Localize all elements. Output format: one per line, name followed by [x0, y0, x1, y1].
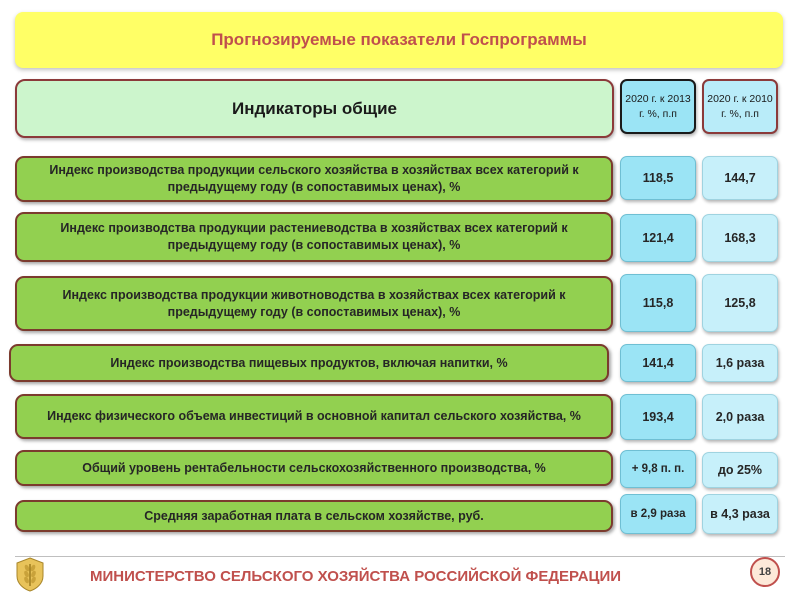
indicator-value-2010: 144,7: [702, 156, 778, 200]
footer-divider: [15, 556, 785, 557]
page-title: Прогнозируемые показатели Госпрограммы: [15, 12, 783, 68]
ministry-name: МИНИСТЕРСТВО СЕЛЬСКОГО ХОЗЯЙСТВА РОССИЙСКОЙ ФЕДЕРАЦИИ: [90, 567, 622, 585]
indicator-value-2013: в 2,9 раза: [620, 494, 696, 534]
wheat-emblem-icon: [14, 556, 46, 592]
indicator-value-2013: 141,4: [620, 344, 696, 382]
indicator-value-2010: 1,6 раза: [702, 344, 778, 382]
indicator-label: Индекс производства продукции животноводства в хозяйствах всех категорий к предыдущему году (в сопоставимых ценах), %: [15, 276, 613, 331]
indicator-label: Общий уровень рентабельности сельскохозяйственного производства, %: [15, 450, 613, 486]
indicator-value-2013: 121,4: [620, 214, 696, 262]
indicator-value-2013: 115,8: [620, 274, 696, 332]
indicator-label: Индекс производства пищевых продуктов, включая напитки, %: [9, 344, 609, 382]
page-number: 18: [750, 557, 780, 587]
indicator-value-2010: 168,3: [702, 214, 778, 262]
indicator-label: Средняя заработная плата в сельском хозяйстве, руб.: [15, 500, 613, 532]
indicator-value-2010: до 25%: [702, 452, 778, 488]
column-header-2010: 2020 г. к 2010 г. %, п.п: [702, 79, 778, 134]
indicator-value-2013: + 9,8 п. п.: [620, 450, 696, 488]
indicator-value-2010: 125,8: [702, 274, 778, 332]
indicator-value-2013: 118,5: [620, 156, 696, 200]
indicator-label: Индекс производства продукции сельского хозяйства в хозяйствах всех категорий к предыдущему году (в сопоставимых ценах), %: [15, 156, 613, 202]
indicator-label: Индекс физического объема инвестиций в основной капитал сельского хозяйства, %: [15, 394, 613, 439]
column-header-2013: 2020 г. к 2013 г. %, п.п: [620, 79, 696, 134]
indicators-header: Индикаторы общие: [15, 79, 614, 138]
indicator-value-2010: в 4,3 раза: [702, 494, 778, 534]
indicator-label: Индекс производства продукции растениеводства в хозяйствах всех категорий к предыдущему году (в сопоставимых ценах), %: [15, 212, 613, 262]
indicator-value-2013: 193,4: [620, 394, 696, 440]
indicator-value-2010: 2,0 раза: [702, 394, 778, 440]
